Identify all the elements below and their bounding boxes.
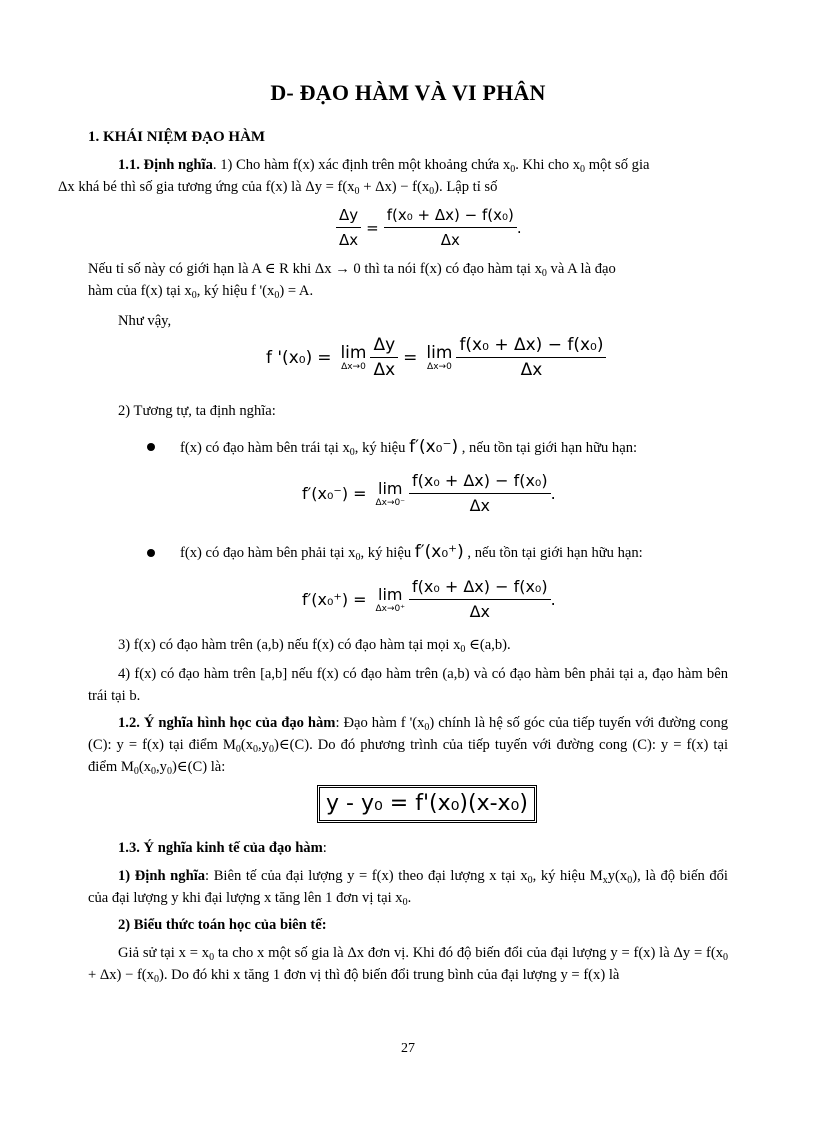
item-4-text: 4) f(x) có đạo hàm trên [a,b] nếu f(x) có đạo hàm trên (a,b) và có đạo hàm bên phải tại a, đạo hàm bên trái tại b. xyxy=(88,666,728,704)
nhu-vay-text: Như vậy, xyxy=(118,313,172,329)
tangent-line-equation: y - y₀ = f'(x₀)(x-x₀) xyxy=(317,785,537,823)
item-3-text: 3) f(x) có đạo hàm trên (a,b) nếu f(x) có đạo hàm tại mọi $x_0$ ∈(a,b). xyxy=(118,637,511,655)
chapter-title: D- ĐẠO HÀM VÀ VI PHÂN xyxy=(270,80,546,105)
section-heading: 1. KHÁI NIỆM ĐẠO HÀM xyxy=(88,129,266,145)
economic-meaning-heading: 1.3. Ý nghĩa kinh tế của đạo hàm: xyxy=(118,840,327,856)
definition-paragraph: 1.1. Định nghĩa. 1) Cho hàm f(x) xác định trên một khoảng chứa $x_0$. Khi cho $x_0$ một số gia Δx khá bé thì số gia tương ứng của f(x) là $\Delta y = f(x_0 + \Delta x) - f(x_0)$. Lập tỉ số xyxy=(58,157,650,197)
limit-definition-paragraph: Nếu tỉ số này có giới hạn là A ∈ R khi Δx → 0 thì ta nói f(x) có đạo hàm tại $x_0$ và A là đạo hàm của f(x) tại $x_0$, ký hiệu f '$(x_0) = A$. xyxy=(88,261,616,301)
geometric-meaning-heading: 1.2. Ý nghĩa hình học của đạo hàm xyxy=(118,715,336,731)
left-derivative-text: f(x) có đạo hàm bên trái tại $x_0$, ký hiệu f′(x₀⁻) , nếu tồn tại giới hạn hữu hạn: xyxy=(180,437,638,458)
bullet-icon xyxy=(147,443,155,451)
marginal-expression-heading: 2) Biểu thức toán học của biên tế: xyxy=(118,917,327,933)
derivative-formula: f '(x₀) = lim Δx→0 $\frac{\Delta y}{\Delta x}$ = lim Δx→0 $\frac{\text{f(x₀ + Δx) − f(x₀)}}{\Delta x}$ xyxy=(266,334,606,381)
right-derivative-formula: f′(x₀⁺) = lim Δx→0⁺ $\frac{\text{f(x₀ + Δx) − f(x₀)}}{\Delta x}$ . xyxy=(302,577,556,621)
tuong-tu-text: 2) Tương tự, ta định nghĩa: xyxy=(118,403,276,419)
geometric-meaning-paragraph: 1.2. Ý nghĩa hình học của đạo hàm: Đạo hàm f '$(x_0)$ chính là hệ số góc của tiếp tuyến với đường cong (C): y = f(x) tại điểm $M_0(x_0,y_0)\in(C)$. Do đó phương trình của tiếp tuyến với đường cong (C): y = f(x) tại điểm $M_0(x_0,y_0)\in(C)$ là: xyxy=(88,715,729,777)
difference-quotient: $\frac{\Delta y}{\Delta x}$ = $\frac{\text{f(x₀ + Δx) − f(x₀)}}{\Delta x}$ . xyxy=(336,204,522,251)
marginal-definition-paragraph: 1) Định nghĩa: Biên tế của đại lượng y = f(x) theo đại lượng x tại $x_0$, ký hiệu $M_xy(x_0)$, là độ biến đổi của đại lượng y khi đại lượng x tăng lên 1 đơn vị tại $x_0$. xyxy=(88,868,728,908)
left-derivative-formula: f′(x₀⁻) = lim Δx→0⁻ $\frac{\text{f(x₀ + Δx) − f(x₀)}}{\Delta x}$ . xyxy=(302,471,556,515)
definition-heading: 1.1. Định nghĩa xyxy=(118,157,213,173)
marginal-expression-paragraph: Giả sử tại $x = x_0$ ta cho x một số gia là Δx đơn vị. Khi đó độ biến đổi của đại lượng y = f(x) là $\Delta y = f(x_0 + \Delta x) - f(x_0)$. Do đó khi x tăng 1 đơn vị thì độ biến đổi trung bình của đại lượng y = f(x) là xyxy=(88,945,728,985)
right-derivative-text: f(x) có đạo hàm bên phải tại $x_0$, ký hiệu f′(x₀⁺) , nếu tồn tại giới hạn hữu hạn: xyxy=(180,542,643,563)
bullet-icon xyxy=(147,549,155,557)
page-number: 27 xyxy=(401,1041,415,1056)
